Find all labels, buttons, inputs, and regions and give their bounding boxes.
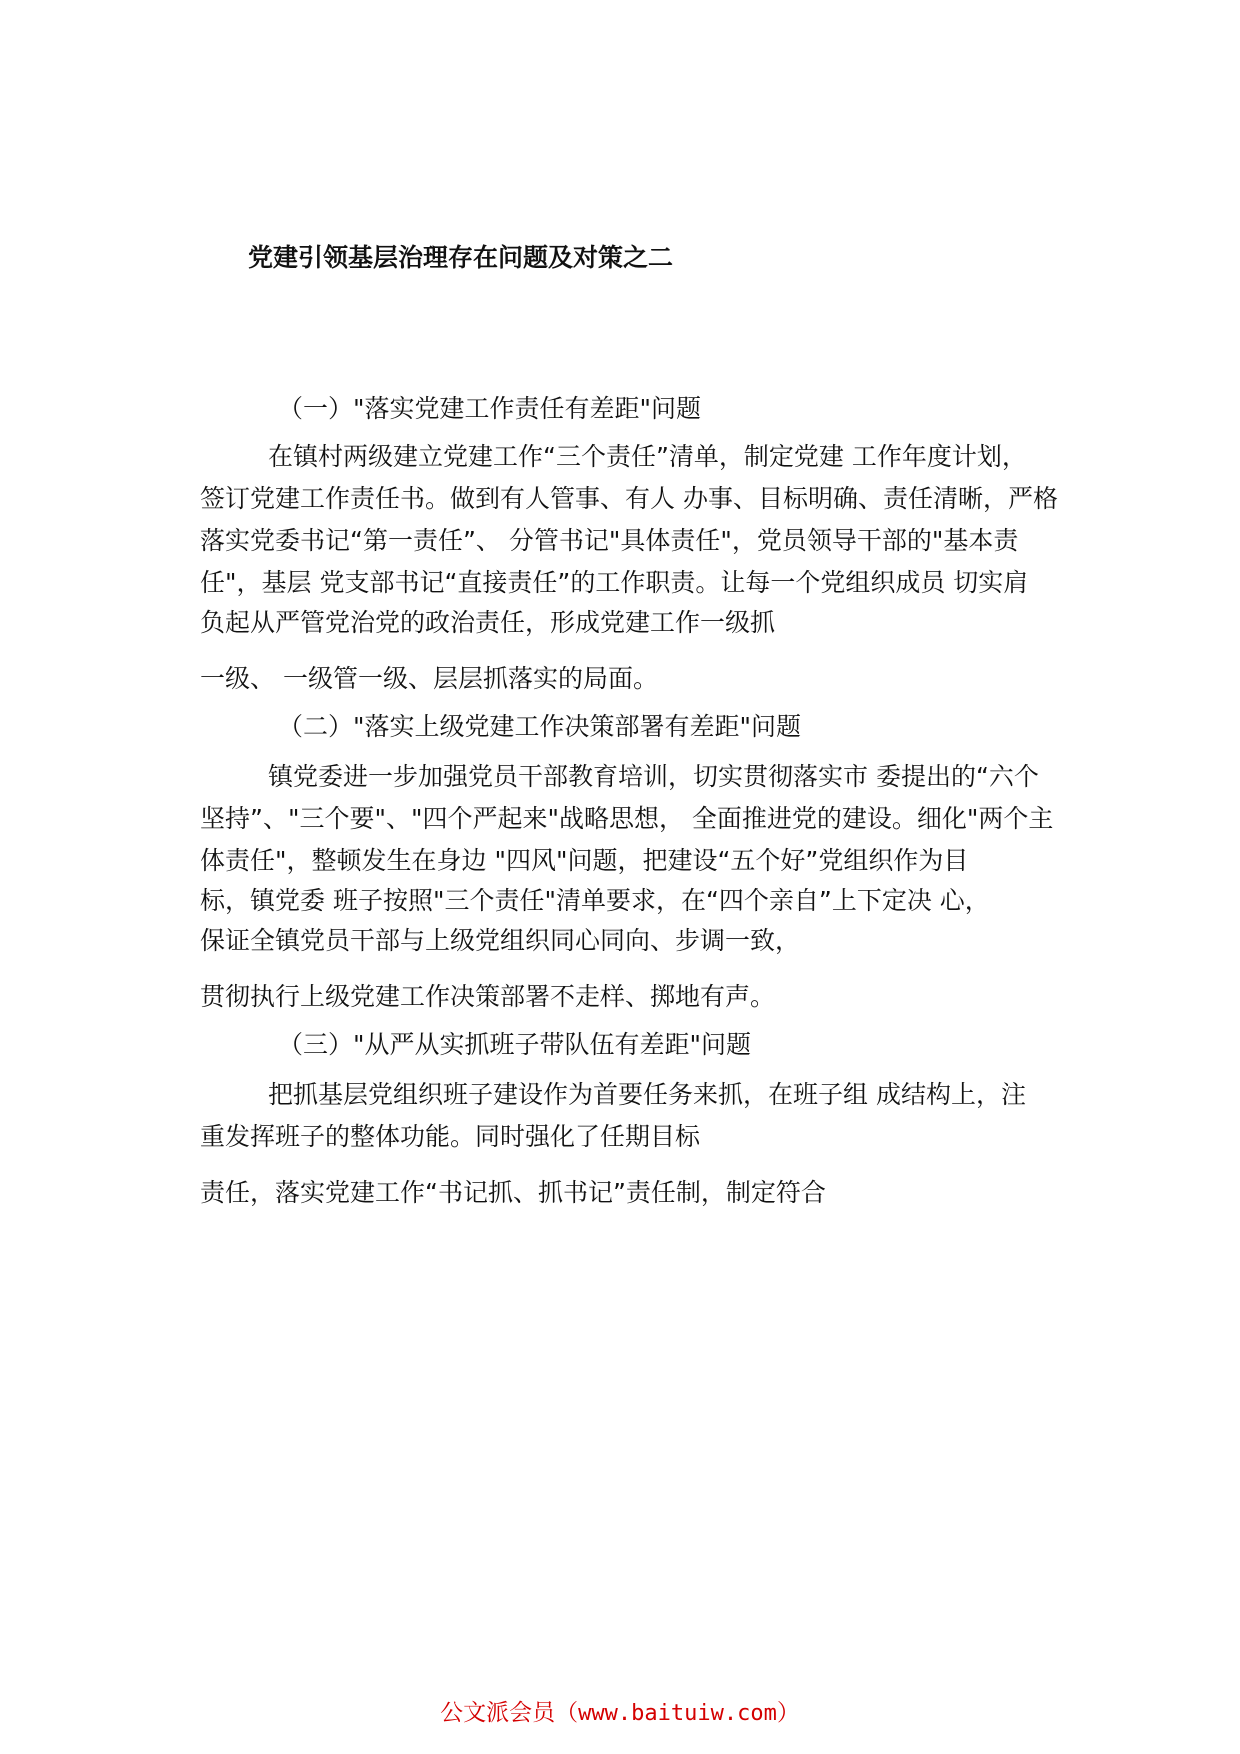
paragraph-line: 镇党委进一步加强党员干部教育培训，切实贯彻落实市 委提出的“六个 [268, 762, 1039, 791]
paragraph-line: 保证全镇党员干部与上级党组织同心同向、步调一致， [200, 926, 801, 955]
paragraph-line: 签订党建工作责任书。做到有人管事、有人 办事、目标明确、责任清晰，严格 [200, 484, 1058, 513]
footer-url: www.baituiw.com [578, 1701, 777, 1726]
section-heading-3: （三）"从严从实抓班子带队伍有差距"问题 [278, 1030, 751, 1059]
paragraph-line: 任"，基层 党支部书记“直接责任”的工作职责。让每一个党组织成员 切实肩 [200, 568, 1029, 597]
paragraph-line: 贯彻执行上级党建工作决策部署不走样、掷地有声。 [200, 982, 776, 1011]
paragraph-line: 一级、 一级管一级、层层抓落实的局面。 [200, 664, 658, 693]
paragraph-line: 坚持”、"三个要"、"四个严起来"战略思想， 全面推进党的建设。细化"两个主 [200, 804, 1054, 833]
paragraph-line: 负起从严管党治党的政治责任，形成党建工作一级抓 [200, 608, 776, 637]
document-title: 党建引领基层治理存在问题及对策之二 [248, 243, 674, 272]
paragraph-line: 责任，落实党建工作“书记抓、抓书记”责任制，制定符合 [200, 1178, 826, 1207]
paragraph-line: 体责任"，整顿发生在身边 "四风"问题，把建设“五个好”党组织作为目 [200, 846, 969, 875]
footer-brand: 公文派会员（ [440, 1700, 579, 1726]
paragraph-line: 把抓基层党组织班子建设作为首要任务来抓，在班子组 成结构上，注 [268, 1080, 1026, 1109]
section-heading-2: （二）"落实上级党建工作决策部署有差距"问题 [278, 712, 801, 741]
paragraph-line: 在镇村两级建立党建工作“三个责任”清单，制定党建 工作年度计划， [268, 442, 1027, 471]
paragraph-line: 标，镇党委 班子按照"三个责任"清单要求，在“四个亲自”上下定决 心， [200, 886, 990, 915]
footer-close: ） [776, 1700, 800, 1726]
paragraph-line: 重发挥班子的整体功能。同时强化了任期目标 [200, 1122, 701, 1151]
paragraph-line: 落实党委书记“第一责任”、 分管书记"具体责任"，党员领导干部的"基本责 [200, 526, 1019, 555]
section-heading-1: （一）"落实党建工作责任有差距"问题 [278, 394, 701, 423]
footer-watermark [0, 1694, 1240, 1727]
